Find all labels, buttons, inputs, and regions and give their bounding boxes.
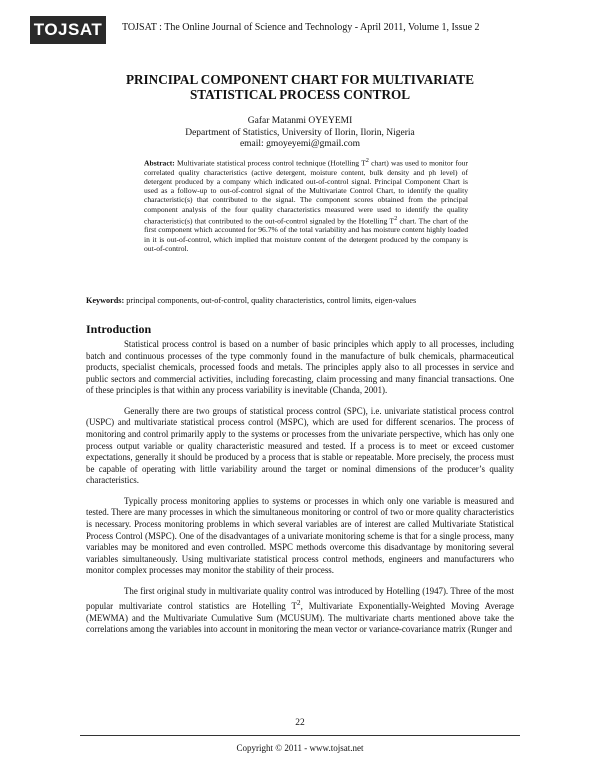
- paragraph-4-text-1: The first original study in multivariate quality control was introduced by Hotelling (1947). Three of the most popular multivariate control statistics are Hotelling T: [86, 585, 514, 612]
- journal-logo: TOJSAT: [30, 16, 106, 44]
- author-name: Gafar Matanmi OYEYEMI: [247, 116, 353, 126]
- introduction-body: [86, 339, 514, 645]
- author-block: [40, 116, 560, 151]
- keywords-text: principal components, out-of-control, quality characteristics, control limits, eigen-values: [124, 296, 417, 305]
- paragraph-4-superscript: 2: [296, 598, 301, 608]
- title-line-2: STATISTICAL PROCESS CONTROL: [189, 87, 411, 102]
- paragraph-4: [86, 586, 514, 636]
- journal-header: TOJSAT : The Online Journal of Science and Technology - April 2011, Volume 1, Issue 2: [122, 22, 480, 33]
- title-line-1: PRINCIPAL COMPONENT CHART FOR MULTIVARIATE: [125, 72, 475, 87]
- paragraph-1: Statistical process control is based on a number of basic principles which apply to all processes, including batch and continuous processes of the type commonly found in the manufacture of bulk chemicals, pharmaceutical products, specialist chemicals, processed foods and metals. The principles apply also to all processes in service and public sectors and commercial activities, including forecasting, claim processing and many financial transactions. One of these principles is that within any process variability is inevitable (Chanda, 2001).: [86, 339, 514, 396]
- author-email: email: gmoyeyemi@gmail.com: [239, 139, 361, 149]
- footer-divider: [80, 735, 520, 736]
- paragraph-2: Generally there are two groups of statistical process control (SPC), i.e. univariate statistical process control (USPC) and multivariate statistical process control (MSPC), which are used for different scenarios. The process of monitoring and control primarily apply to the systems or processes from the univariate perspective, which has only one process output variable or quality characteristic measured and tested. If a process is to meet or exceed customer expectations, generally it should be produced by a process that is stable or repeatable. More precisely, the process must be capable of operating with little variability around the target or nominal dimensions of the producer’s quality characteristics.: [86, 405, 514, 486]
- paper-title: [40, 72, 560, 102]
- abstract-label: Abstract:: [144, 158, 175, 168]
- abstract-text-3: chart. The chart of the first component which accounted for 96.7% of the total variability and has moisture content highly loaded in it is out-of-control, which implied that moisture content of the detergent produced by the company is out-of-control.: [144, 216, 468, 253]
- abstract-text-1: Multivariate statistical process control technique (Hotelling T: [176, 158, 366, 168]
- abstract-superscript-1: 2: [365, 157, 369, 164]
- author-affiliation: Department of Statistics, University of Ilorin, Ilorin, Nigeria: [185, 127, 415, 138]
- paragraph-3: Typically process monitoring applies to systems or processes in which only one variable is measured and tested. There are many processes in which the simultaneous monitoring or control of two or more quality characteristics is necessary. Process monitoring problems in which several variables are of interest are called Multivariate Statistical Process Control (MSPC). One of the disadvantages of a univariate monitoring scheme is that for a single process, many variables may be monitored and even controlled. MSPC methods overcome this disadvantage by monitoring several variables simultaneously. Using multivariate statistical process control methods, engineers and manufacturers who monitor complex processes may monitor the stability of their process.: [86, 495, 514, 576]
- paragraph-4-text-2: , Multivariate Exponentially-Weighted Moving Average (MEWMA) and the Multivariate Cumulative Sum (MCUSUM). The multivariate charts mentioned above take the correlations among the variables into account in monitoring the mean vector or variance-covariance matrix (Runger and: [86, 601, 514, 635]
- abstract: [144, 156, 468, 253]
- abstract-superscript-2: 2: [394, 214, 398, 222]
- introduction-heading: Introduction: [86, 322, 152, 336]
- keywords: [86, 296, 526, 306]
- page-number: 22: [295, 718, 305, 728]
- keywords-label: Keywords:: [86, 296, 125, 305]
- abstract-text-2: chart) was used to monitor four correlated quality characteristics (active detergent, moisture content, bulk density and ph level) of detergent produced by a company which indicated out-of-control signal. Principal Component Chart is used as a follow-up to out-of-control signal of the Multivariate Control Chart, to identify the quality characteristic(s) that contributed to the signal. The component scores obtained from the principal component analysis of the four quality characteristics measured were used to identify the quality characteristic(s) that contributed to the out-of-control signaled by the Hotelling T: [144, 158, 469, 226]
- copyright-notice: Copyright © 2011 - www.tojsat.net: [236, 743, 364, 753]
